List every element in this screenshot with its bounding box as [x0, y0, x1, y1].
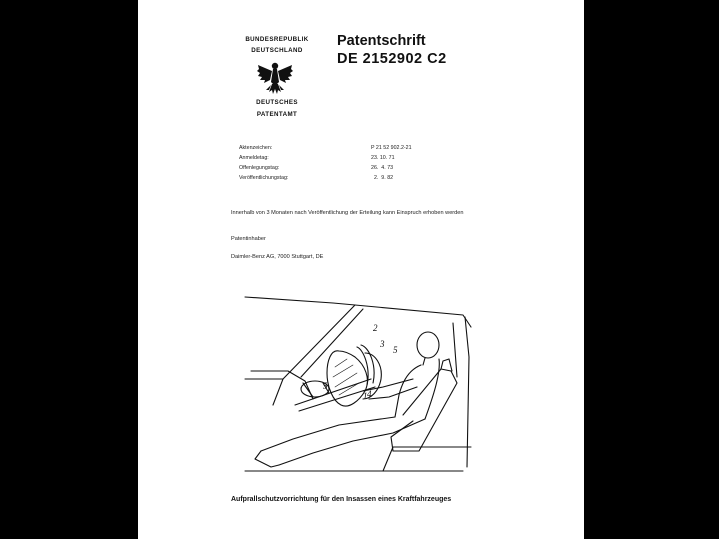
reference-numeral-3: 3	[380, 339, 385, 349]
meta-label: Anmeldetag:	[239, 155, 269, 161]
meta-label: Offenlegungstag:	[239, 165, 280, 171]
holder-value: Daimler-Benz AG, 7000 Stuttgart, DE	[231, 254, 324, 260]
office-line: DEUTSCHES	[256, 99, 298, 106]
patent-title: Aufprallschutzvorrichtung für den Insassen eines Kraftfahrzeuges	[231, 496, 452, 503]
patent-drawing	[243, 287, 473, 479]
meta-row-publication-date	[239, 165, 469, 174]
meta-value: 2. 9. 82	[371, 175, 394, 181]
meta-value: 23. 10. 71	[371, 155, 395, 161]
reference-numeral-2: 2	[373, 323, 378, 333]
document-number: DE 2152902 C2	[337, 51, 447, 67]
meta-label: Aktenzeichen:	[239, 145, 273, 151]
meta-label: Veröffentlichungstag:	[239, 175, 289, 181]
document-type: Patentschrift	[337, 33, 426, 49]
authority-line: DEUTSCHLAND	[251, 47, 303, 54]
opposition-note: Innerhalb von 3 Monaten nach Veröffentlichung der Erteilung kann Einspruch erhoben werden	[231, 210, 464, 216]
office-line: PATENTAMT	[256, 111, 298, 118]
holder-label: Patentinhaber	[231, 236, 266, 242]
reference-numeral-1: 1	[363, 391, 368, 401]
reference-numeral-4: 4	[367, 389, 372, 399]
meta-row-filing-date	[239, 155, 469, 164]
authority-line: BUNDESREPUBLIK	[245, 36, 309, 43]
patent-cover-page	[138, 0, 584, 539]
patent-office	[232, 97, 322, 121]
federal-eagle-icon	[256, 60, 294, 96]
meta-row-grant-publication-date	[239, 175, 469, 184]
issuing-authority	[232, 34, 322, 56]
meta-row-file-number	[239, 145, 469, 154]
meta-value: 26. 4. 73	[371, 165, 394, 171]
reference-numeral-5-lower: 5	[323, 381, 328, 391]
reference-numeral-5-upper: 5	[393, 345, 398, 355]
meta-value: P 21 52 902.2-21	[371, 145, 412, 151]
